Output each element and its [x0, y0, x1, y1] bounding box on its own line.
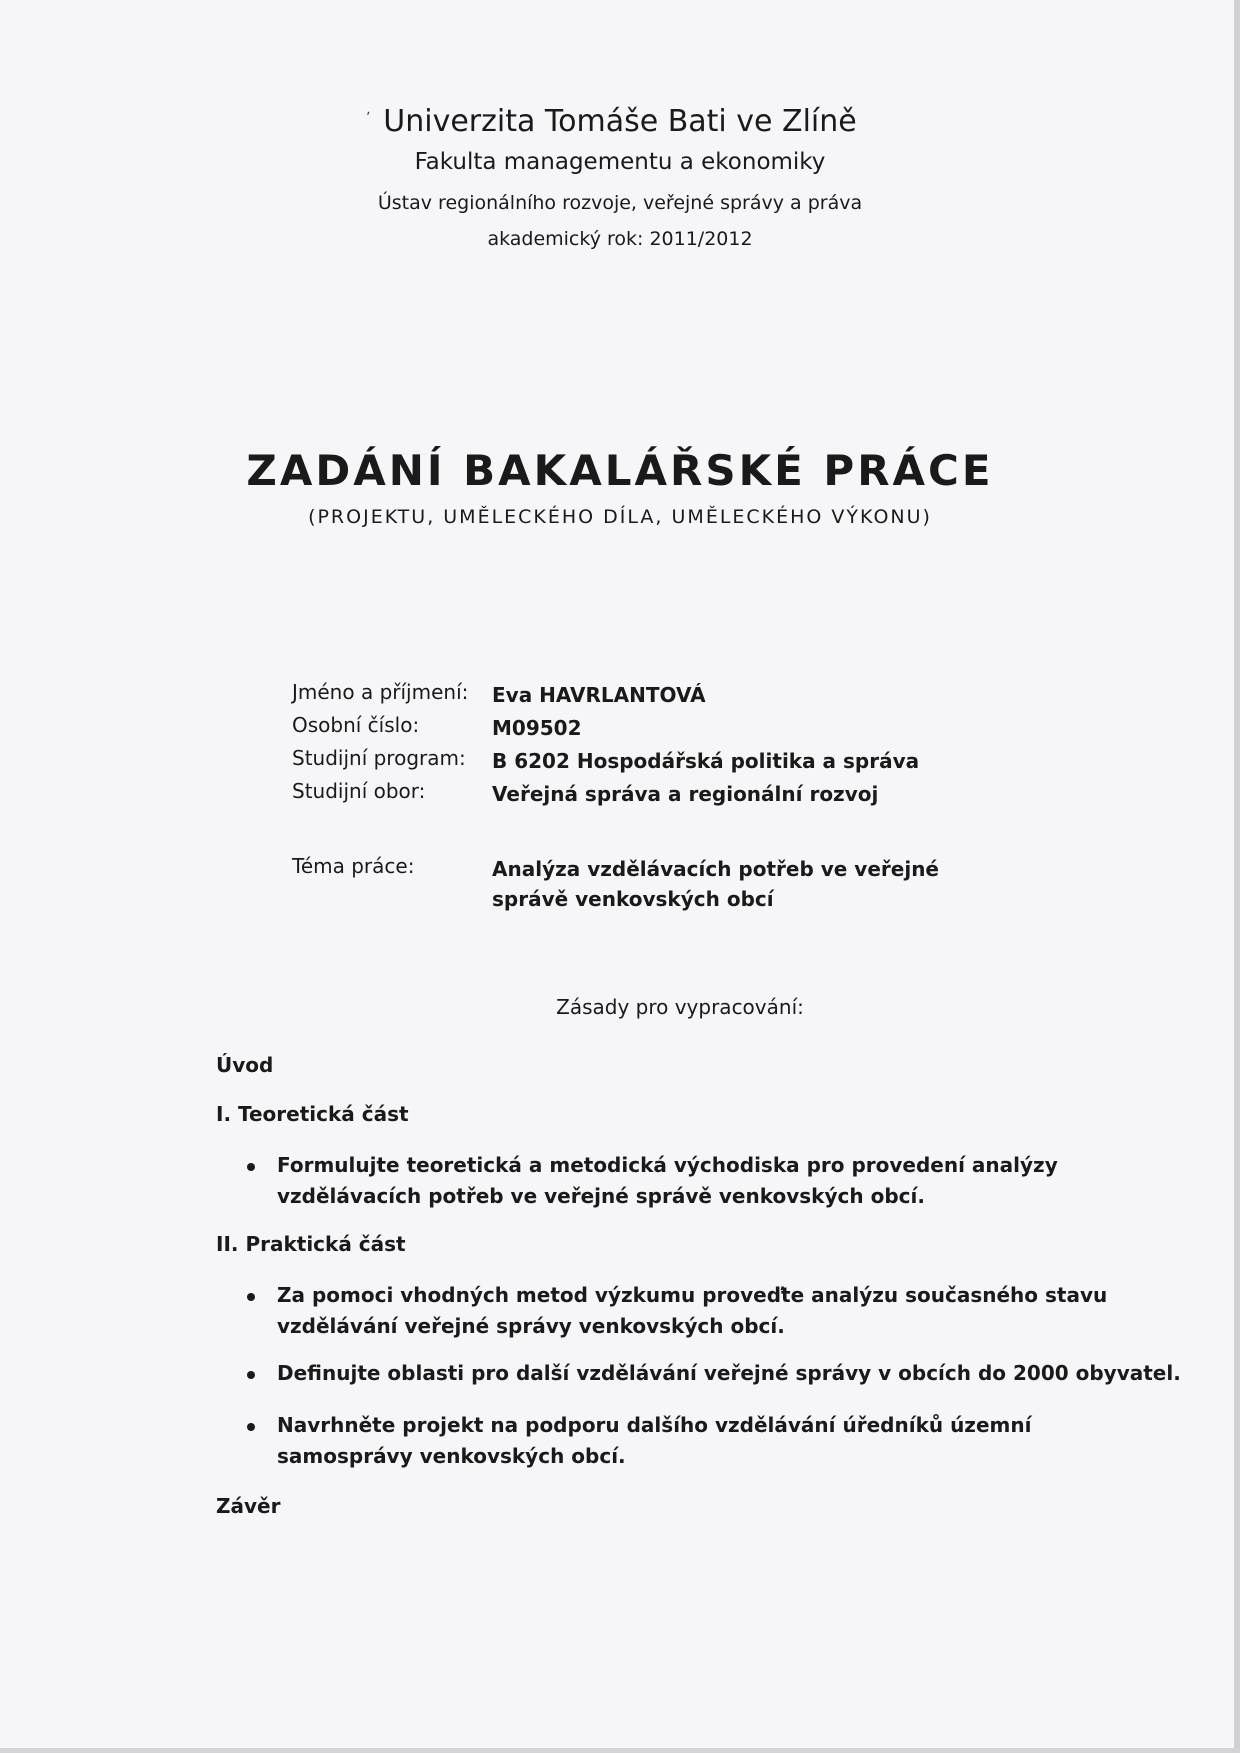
section-conclusion: Závěr — [216, 1494, 281, 1518]
field-topic — [292, 854, 1052, 918]
page-edge-shadow-bottom — [0, 1748, 1240, 1753]
page-edge-shadow — [1234, 0, 1240, 1753]
field-label: Studijní obor: — [292, 779, 426, 803]
field-value: Eva HAVRLANTOVÁ — [492, 683, 706, 707]
document-title: ZADÁNÍ BAKALÁŘSKÉ PRÁCE — [246, 446, 994, 495]
bullet-item — [247, 1280, 1117, 1344]
university-name: Univerzita Tomáše Bati ve Zlíně — [383, 104, 857, 139]
scan-speck: ʼ — [366, 110, 371, 126]
topic-value: Analýza vzdělávacích potřeb ve veřejné správě venkovských obcí — [492, 857, 939, 911]
field-name — [292, 680, 1052, 710]
section-intro: Úvod — [216, 1053, 274, 1077]
bullet-item — [247, 1150, 1117, 1214]
bullet-item — [247, 1358, 1181, 1392]
academic-year: akademický rok: 2011/2012 — [487, 228, 753, 250]
bullet-text: Za pomoci vhodných metod výzkumu proveďte analýzu současného stavu vzdělávání veřejné správy venkovských obcí. — [277, 1283, 1108, 1338]
field-personal-number — [292, 713, 1052, 743]
field-label: Jméno a příjmení: — [292, 680, 469, 704]
field-label: Osobní číslo: — [292, 713, 420, 737]
institute-name: Ústav regionálního rozvoje, veřejné správy a práva — [377, 192, 863, 214]
bullet-dot-icon — [247, 1371, 255, 1379]
field-value: B 6202 Hospodářská politika a správa — [492, 749, 920, 773]
faculty-name: Fakulta managementu a ekonomiky — [414, 149, 826, 175]
field-label: Studijní program: — [292, 746, 466, 770]
field-study-program — [292, 746, 1052, 776]
section-theory-heading: I. Teoretická část — [216, 1102, 409, 1126]
bullet-text: Formulujte teoretická a metodická východiska pro provedení analýzy vzdělávacích potřeb ve veřejné správě venkovských obcí. — [277, 1153, 1058, 1208]
bullet-dot-icon — [247, 1163, 255, 1171]
bullet-dot-icon — [247, 1423, 255, 1431]
field-value: M09502 — [492, 716, 582, 740]
section-practice-heading: II. Praktická část — [216, 1232, 406, 1256]
bullet-text: Navrhněte projekt na podporu dalšího vzdělávání úředníků územní samosprávy venkovských obcí. — [277, 1413, 1032, 1468]
field-study-field — [292, 779, 1052, 809]
field-value: Veřejná správa a regionální rozvoj — [492, 782, 879, 806]
principles-heading: Zásady pro vypracování: — [556, 995, 804, 1019]
document-subtitle: (PROJEKTU, UMĚLECKÉHO DÍLA, UMĚLECKÉHO VÝKONU) — [308, 506, 932, 528]
bullet-text: Definujte oblasti pro další vzdělávání veřejné správy v obcích do 2000 obyvatel. — [277, 1361, 1181, 1385]
bullet-dot-icon — [247, 1293, 255, 1301]
bullet-item — [247, 1410, 1117, 1474]
topic-label: Téma práce: — [292, 854, 415, 878]
